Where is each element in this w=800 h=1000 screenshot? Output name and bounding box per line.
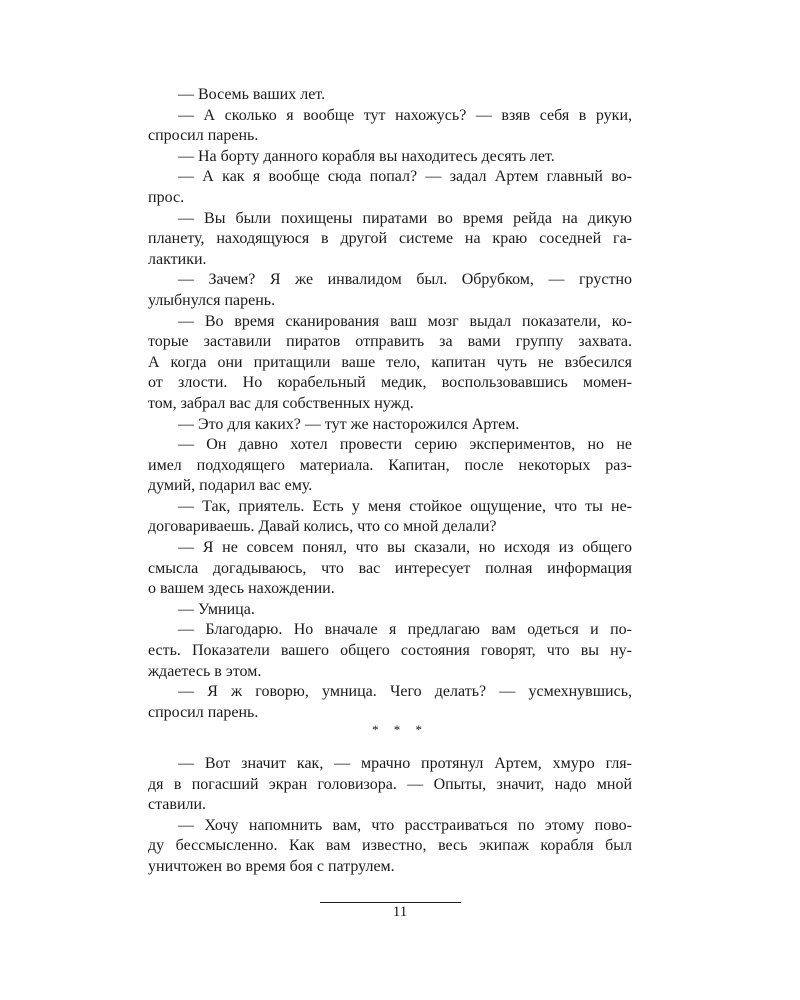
text-line: спросил парень.: [148, 127, 259, 145]
text-line: от злости. Но корабельный медик, воспользовавшись момен-: [148, 374, 632, 392]
text-line: имел подходящего материала. Капитан, после некоторых раз-: [148, 456, 632, 474]
text-line: смысла догадываюсь, что вас интересует полная информация: [148, 559, 632, 577]
text-line: — Он давно хотел провести серию экспериментов, но не: [178, 436, 632, 454]
text-line: ду бессмысленно. Как вам известно, весь экипаж корабля был: [148, 837, 632, 855]
text-line: дя в погасший экран головизора. — Опыты, значит, надо мной: [148, 775, 632, 793]
text-line: договариваешь. Давай колись, что со мной делали?: [148, 518, 497, 536]
text-line: — Я не совсем понял, что вы сказали, но исходя из общего: [178, 539, 632, 557]
text-line: улыбнулся парень.: [148, 291, 276, 309]
text-line: — Так, приятель. Есть у меня стойкое ощущение, что ты не-: [178, 497, 632, 515]
text-line: ждаетесь в этом.: [148, 662, 262, 680]
text-line: — Я ж говорю, умница. Чего делать? — усмехнувшись,: [178, 683, 632, 701]
text-line: планету, находящуюся в другой системе на краю соседней га-: [148, 230, 632, 248]
text-line: — Зачем? Я же инвалидом был. Обрубком, — грустно: [178, 271, 632, 289]
text-line: — Благодарю. Но вначале я предлагаю вам одеться и по-: [178, 621, 632, 639]
body-text-before-break: [148, 85, 632, 723]
text-line: — А как я вообще сюда попал? — задал Артем главный во-: [178, 168, 632, 186]
text-line: думий, подарил вас ему.: [148, 477, 313, 495]
body-text-after-break: [148, 754, 632, 878]
text-line: лактики.: [148, 250, 207, 268]
text-line: торые заставили пиратов отправить за вами группу захвата.: [148, 333, 632, 351]
section-separator: * * *: [372, 722, 428, 737]
footer-rule: [320, 902, 461, 903]
text-line: — Хочу напомнить вам, что расстраиваться по этому пово-: [178, 816, 632, 834]
text-line: — Вы были похищены пиратами во время рейда на дикую: [178, 209, 632, 227]
page-number: 11: [392, 904, 408, 920]
text-line: А когда они притащили ваше тело, капитан чуть не взбесился: [148, 353, 632, 371]
text-line: — А сколько я вообще тут нахожусь? — взяв себя в руки,: [178, 106, 632, 124]
text-line: — Во время сканирования ваш мозг выдал показатели, ко-: [178, 312, 632, 330]
text-line: — Вот значит как, — мрачно протянул Артем, хмуро гля-: [178, 755, 632, 772]
text-line: — Восемь ваших лет.: [178, 86, 326, 103]
text-line: о вашем здесь нахождении.: [148, 580, 335, 598]
text-line: спросил парень.: [148, 703, 259, 721]
text-line: — На борту данного корабля вы находитесь десять лет.: [178, 147, 555, 165]
text-line: — Это для каких? — тут же насторожился Артем.: [178, 415, 520, 433]
text-line: уничтожен во время боя с патрулем.: [148, 857, 395, 875]
text-line: есть. Показатели вашего общего состояния говорят, что вы ну-: [148, 642, 632, 660]
text-line: ставили.: [148, 796, 207, 814]
text-line: том, забрал вас для собственных нужд.: [148, 394, 414, 412]
text-line: — Умница.: [178, 600, 255, 618]
text-line: прос.: [148, 188, 185, 206]
